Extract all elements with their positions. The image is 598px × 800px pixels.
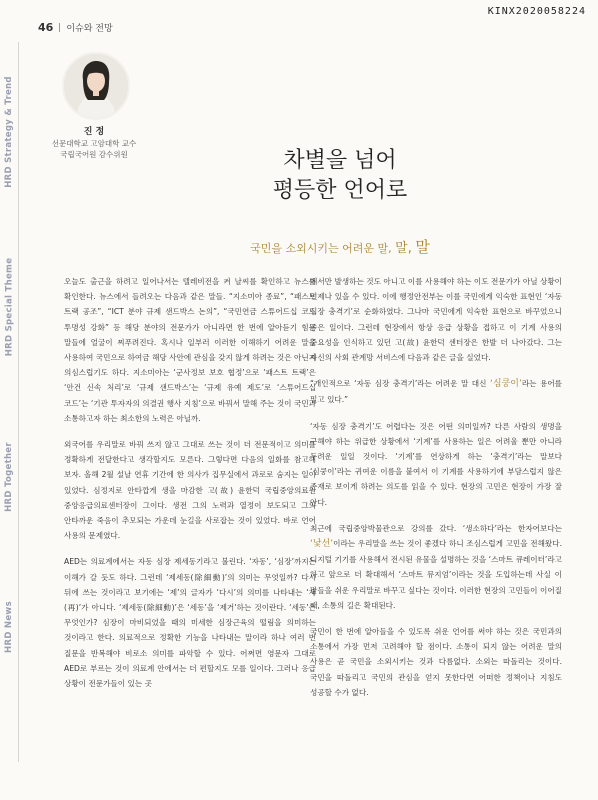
side-tab-label: HRD News bbox=[4, 601, 14, 653]
paragraph bbox=[310, 521, 562, 613]
side-tab-label: HRD Together bbox=[4, 442, 15, 512]
quote-paragraph bbox=[310, 376, 562, 407]
article-subtitle bbox=[150, 236, 530, 257]
quote-text: “개인적으로 ‘자동 심장 충격기’라는 어려운 말 대신 bbox=[310, 379, 487, 389]
header-divider bbox=[59, 23, 60, 32]
paragraph: ‘자동 심장 충격기’도 어렵다는 것은 어떤 의미일까? 다른 사람의 생명을 구해야 하는 위급한 상황에서 ‘기계’를 사용하는 일은 어려울 뿐만 아니라 두려운 일일 것이다. ‘기계’를 연상하게 하는 ‘충격기’라는 말보다 ‘심쿵이’라는 귀여운 이름을 붙여서 이 기계를 사용하기에 부담스럽지 않은 존재로 보이게 하려는 의도를 읽을 수 있다. 현장의 고민은 현장이 가장 잘 안다. bbox=[310, 421, 562, 507]
body-column-left bbox=[64, 274, 316, 702]
page-header bbox=[38, 20, 113, 34]
side-tab-special-theme[interactable] bbox=[0, 222, 18, 392]
paragraph: 국민이 한 번에 알아들을 수 있도록 쉬운 언어를 써야 하는 것은 국민과의 소통에서 가장 먼저 고려해야 할 점이다. 소통이 되지 않는 어려운 말의 사용은 곧 국민을 소외시키는 것과 다름없다. 소외는 따돌리는 것이다. 국민을 따돌리고 국민의 관심을 얻지 못한다면 어떠한 정책이나 지침도 성공할 수가 없다. bbox=[310, 627, 562, 697]
paragraph: 외국어를 우리말로 바꿔 쓰지 않고 그대로 쓰는 것이 더 전문적이고 의미를 정확하게 전달한다고 생각할지도 모른다. 그렇다면 다음의 일화를 참고해 보자. 올해 2월 설날 연휴 기간에 한 의사가 집무실에서 과로로 숨지는 일이 있었다. 심정지로 안타깝게 생을 마감한 고(故) 윤한덕 국립중앙의료원 중앙응급의료센터장이 그이다. 생전 그의 노력과 열정이 보도되고 그의 안타까운 죽음이 추모되는 가운데 눈길을 사로잡는 것이 있었다. 바로 언어 사용의 문제였다. bbox=[64, 440, 316, 541]
subtitle-emphasis-1: 말, bbox=[395, 241, 412, 256]
author-role: 국립국어원 감수위원 bbox=[60, 150, 128, 159]
author-portrait bbox=[62, 52, 130, 120]
side-tab-label: HRD Strategy & Trend bbox=[4, 76, 14, 188]
paragraph: 에서만 발생하는 것도 아니고 이를 사용해야 하는 이도 전문가가 아닐 상황이 언제나 있을 수 있다. 이에 행정안전부는 이를 국민에게 익숙한 표현인 ‘자동 심장 충격기’로 순화하였다. 그나마 국민에게 익숙한 표현으로 바꾸었으니 좋은 일이다. 그런데 현장에서 항상 응급 상황을 접하고 이 기계 사용의 중요성을 인식하고 있던 고(故) 윤한덕 센터장은 한발 더 나아갔다. 그는 자신의 사회 관계망 서비스에 다음과 같은 글을 실었다. bbox=[310, 277, 562, 363]
paragraph: 오늘도 출근을 하려고 일어나서는 텔레비전을 켜 날씨를 확인하고 뉴스를 확인한다. 뉴스에서 들려오는 다음과 같은 말들. “지소미아 종료”, “패스트 트랙 공조”, “ICT 분야 규제 샌드박스 논의”, “국민연금 스튜어드십 코드 투명성 강화” 등 해당 분야의 전문가가 아니라면 한 번에 알아듣기 힘든 말들에 얼굴이 찌푸려진다. 혹시나 일부러 이러한 이해하기 어려운 말을 사용하여 국민으로 하여금 해당 사안에 관심을 갖지 않게 하려는 것은 아닌지 의심스럽기도 하다. 지소미아는 ‘군사정보 보호 협정’으로 ‘패스트 트랙’은 ‘안건 신속 처리’로 ‘규제 샌드박스’는 ‘규제 유예 제도’로 ‘스튜어드십 코드’는 ‘기관 투자자의 의결권 행사 지침’으로 바꿔서 말해 주는 것이 국민과 소통하고자 하는 최소한의 노력은 아닐까. bbox=[64, 277, 316, 423]
subtitle-emphasis-2: 말 bbox=[415, 238, 430, 256]
side-tab-news[interactable] bbox=[0, 562, 18, 692]
page-number: 46 bbox=[38, 20, 54, 34]
body-column-right bbox=[310, 274, 562, 711]
article-title-line-1: 차별을 넘어 bbox=[283, 148, 397, 173]
sidebar-divider bbox=[18, 42, 19, 762]
paragraph-highlight: ‘낯선’ bbox=[310, 539, 334, 550]
side-navigation bbox=[0, 42, 18, 762]
side-tab-label: HRD Special Theme bbox=[4, 257, 15, 357]
side-tab-together[interactable] bbox=[0, 402, 18, 552]
section-label: 이슈와 전망 bbox=[66, 23, 113, 34]
author-photo-icon bbox=[64, 54, 128, 118]
paragraph-text-end: 이라는 우리말을 쓰는 것이 좋겠다 하니 조심스럽게 고민을 전해왔다. 디지털 기기를 사용해서 전시된 유물을 설명하는 것을 ‘스마트 큐레이터’라고 하고 앞으로 더 확대해서 ‘스마트 뮤지엄’이라는 것을 도입하는데 사실 이 말들을 쉬운 우리말로 바꾸고 싶다는 것이다. 이러한 현장의 고민들이 이어질 때, 소통의 길은 확대된다. bbox=[310, 539, 562, 610]
subtitle-text: 국민을 소외시키는 어려운 말, bbox=[250, 242, 392, 255]
author-name: 진 정 bbox=[83, 127, 105, 137]
document-id: KINX2020058224 bbox=[487, 6, 586, 17]
paragraph-text: 최근에 국립중앙박물관으로 강의를 갔다. ‘생소하다’라는 한자어보다는 bbox=[310, 523, 562, 533]
paragraph: AED는 의료계에서는 자동 심장 제세동기라고 불린다. ‘자동’, ‘심장’까지는 이해가 갈 듯도 하다. 그런데 ‘제세동(除細動)’의 의미는 무엇일까? 다시 뒤에 쓰는 것이라고 보기에는 ‘제’의 글자가 ‘다시’의 의미를 나타내는 ‘재(再)’가 아니다. ‘제세동(除細動)’은 ‘세동’을 ‘제거’하는 것이란다. ‘세동’은 무엇인가? 심장이 마비되었을 때의 미세한 심장근육의 떨림을 의미하는 것이라고 한다. 의료적으로 정확한 기능을 나타내는 말이라 하나 여러 번 질문을 반복해야 비로소 의미를 파악할 수 있다. 어쩌면 영문자 그대로 AED로 부르는 것이 의료계 안에서는 더 편할지도 모를 일이다. 그러나 응급 상황이 전문가들이 있는 곳 bbox=[64, 557, 316, 689]
quote-text-end: 라는 용어를 밀고 있다.” bbox=[310, 379, 562, 405]
article-title-line-2: 평등한 언어로 bbox=[272, 178, 408, 203]
side-tab-strategy-trend[interactable] bbox=[0, 42, 18, 222]
author-affiliation: 선문대학교 고암대학 교수 bbox=[51, 139, 137, 148]
quote-highlight: ‘심쿵이’ bbox=[490, 379, 522, 390]
